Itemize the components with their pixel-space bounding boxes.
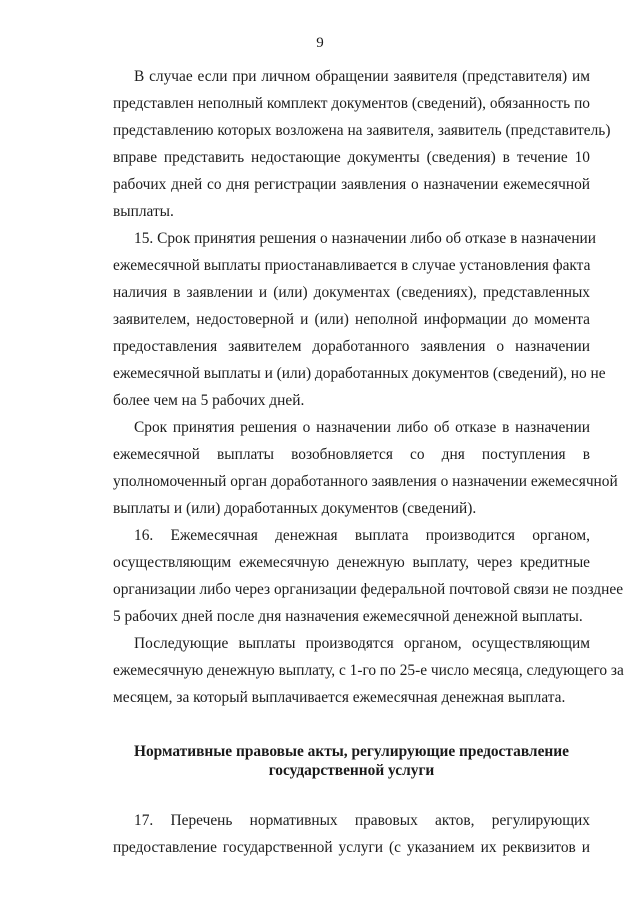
paragraph-line: ежемесячной выплаты возобновляется со дня поступления в — [113, 446, 590, 463]
paragraph-line: 16. Ежемесячная денежная выплата производится органом, — [134, 527, 590, 544]
paragraph-line: уполномоченный орган доработанного заявления о назначении ежемесячной — [113, 473, 618, 490]
page-number: 9 — [316, 35, 324, 51]
paragraph-line: В случае если при личном обращении заявителя (представителя) им — [134, 68, 590, 85]
paragraph-line: 17. Перечень нормативных правовых актов, регулирующих — [134, 812, 590, 829]
paragraph-line: ежемесячную денежную выплату, с 1-го по 25-е число месяца, следующего за — [113, 662, 624, 679]
paragraph-line: Последующие выплаты производятся органом, осуществляющим — [134, 635, 590, 652]
paragraph-line: рабочих дней со дня регистрации заявления о назначении ежемесячной — [113, 176, 590, 193]
paragraph-line: выплаты и (или) доработанных документов (сведений). — [113, 500, 477, 517]
section-heading: государственной услуги — [268, 762, 435, 779]
paragraph-line: ежемесячной выплаты приостанавливается в случае установления факта — [113, 257, 591, 274]
paragraph-line: Срок принятия решения о назначении либо об отказе в назначении — [134, 419, 590, 436]
paragraph-line: представлен неполный комплект документов (сведений), обязанность по — [113, 95, 590, 112]
paragraph-line: представлению которых возложена на заявителя, заявитель (представитель) — [113, 122, 611, 139]
paragraph-line: месяцем, за который выплачивается ежемесячная денежная выплата. — [113, 689, 566, 706]
paragraph-line: наличия в заявлении и (или) документах (сведениях), представленных — [113, 284, 590, 301]
paragraph-line: организации либо через организации федеральной почтовой связи не позднее — [113, 581, 624, 598]
paragraph-line: вправе представить недостающие документы (сведения) в течение 10 — [113, 149, 590, 166]
paragraph-line: более чем на 5 рабочих дней. — [113, 392, 305, 409]
section-heading: Нормативные правовые акты, регулирующие предоставление — [134, 743, 569, 760]
paragraph-line: предоставления заявителем доработанного заявления о назначении — [113, 338, 590, 355]
paragraph-line: осуществляющим ежемесячную денежную выплату, через кредитные — [113, 554, 590, 571]
paragraph-line: ежемесячной выплаты и (или) доработанных документов (сведений), но не — [113, 365, 606, 382]
paragraph-line: заявителем, недостоверной и (или) неполной информации до момента — [113, 311, 590, 328]
paragraph-line: выплаты. — [113, 203, 174, 220]
paragraph-line: 5 рабочих дней после дня назначения ежемесячной денежной выплаты. — [113, 608, 583, 625]
paragraph-line: 15. Срок принятия решения о назначении либо об отказе в назначении — [134, 230, 597, 247]
paragraph-line: предоставление государственной услуги (с указанием их реквизитов и — [113, 839, 590, 856]
